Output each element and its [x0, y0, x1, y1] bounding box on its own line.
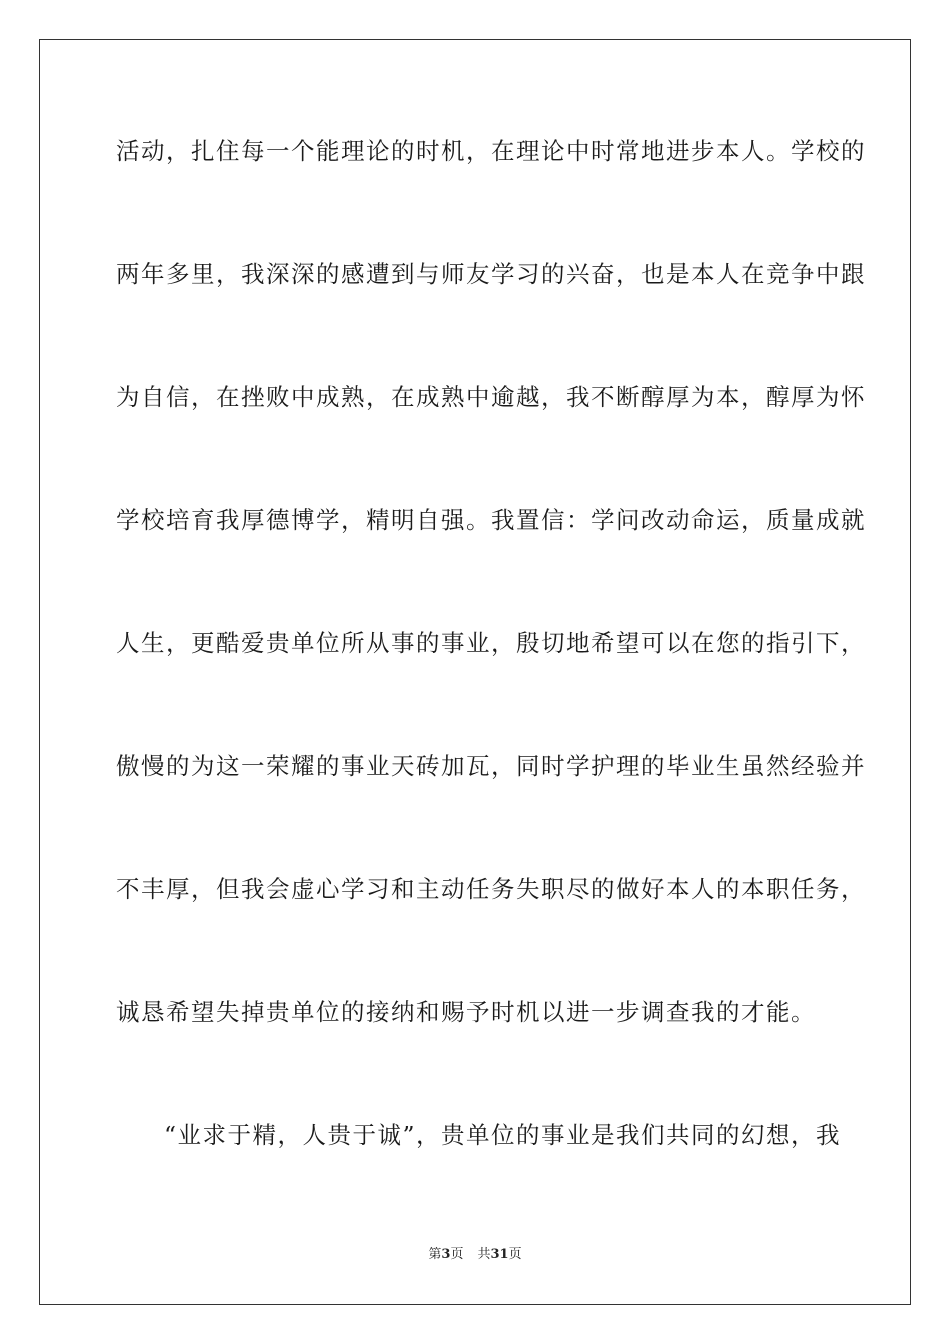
- paragraph-line-5: 人生，更酷爱贵单位所从事的事业，殷切地希望可以在您的指引下，: [116, 629, 866, 657]
- paragraph-line-7: 不丰厚，但我会虚心学习和主动任务失职尽的做好本人的本职任务，: [116, 875, 866, 903]
- paragraph-line-2: 两年多里，我深深的感遭到与师友学习的兴奋，也是本人在竞争中跟: [116, 260, 866, 288]
- paragraph-line-8: 诚恳希望失掉贵单位的接纳和赐予时机以进一步调查我的才能。: [116, 998, 816, 1026]
- paragraph-line-6: 傲慢的为这一荣耀的事业天砖加瓦，同时学护理的毕业生虽然经验并: [116, 752, 866, 780]
- paragraph-line-3: 为自信，在挫败中成熟，在成熟中逾越，我不断醇厚为本，醇厚为怀: [116, 383, 866, 411]
- paragraph-line-1: 活动，扎住每一个能理论的时机，在理论中时常地进步本人。学校的: [116, 137, 866, 165]
- page-prefix: 第: [428, 1247, 442, 1262]
- total-unit: 页: [508, 1247, 522, 1262]
- page-border: [39, 39, 911, 1305]
- page-unit: 页: [450, 1247, 464, 1262]
- total-pages: 31: [490, 1247, 509, 1262]
- paragraph-line-9: “业求于精，人贵于诚”，贵单位的事业是我们共同的幻想，我: [164, 1121, 842, 1149]
- paragraph-line-4: 学校培育我厚德博学，精明自强。我置信：学问改动命运，质量成就: [116, 506, 866, 534]
- total-prefix: 共: [477, 1247, 491, 1262]
- page-number: 3: [441, 1247, 451, 1262]
- page-footer: [0, 1246, 950, 1264]
